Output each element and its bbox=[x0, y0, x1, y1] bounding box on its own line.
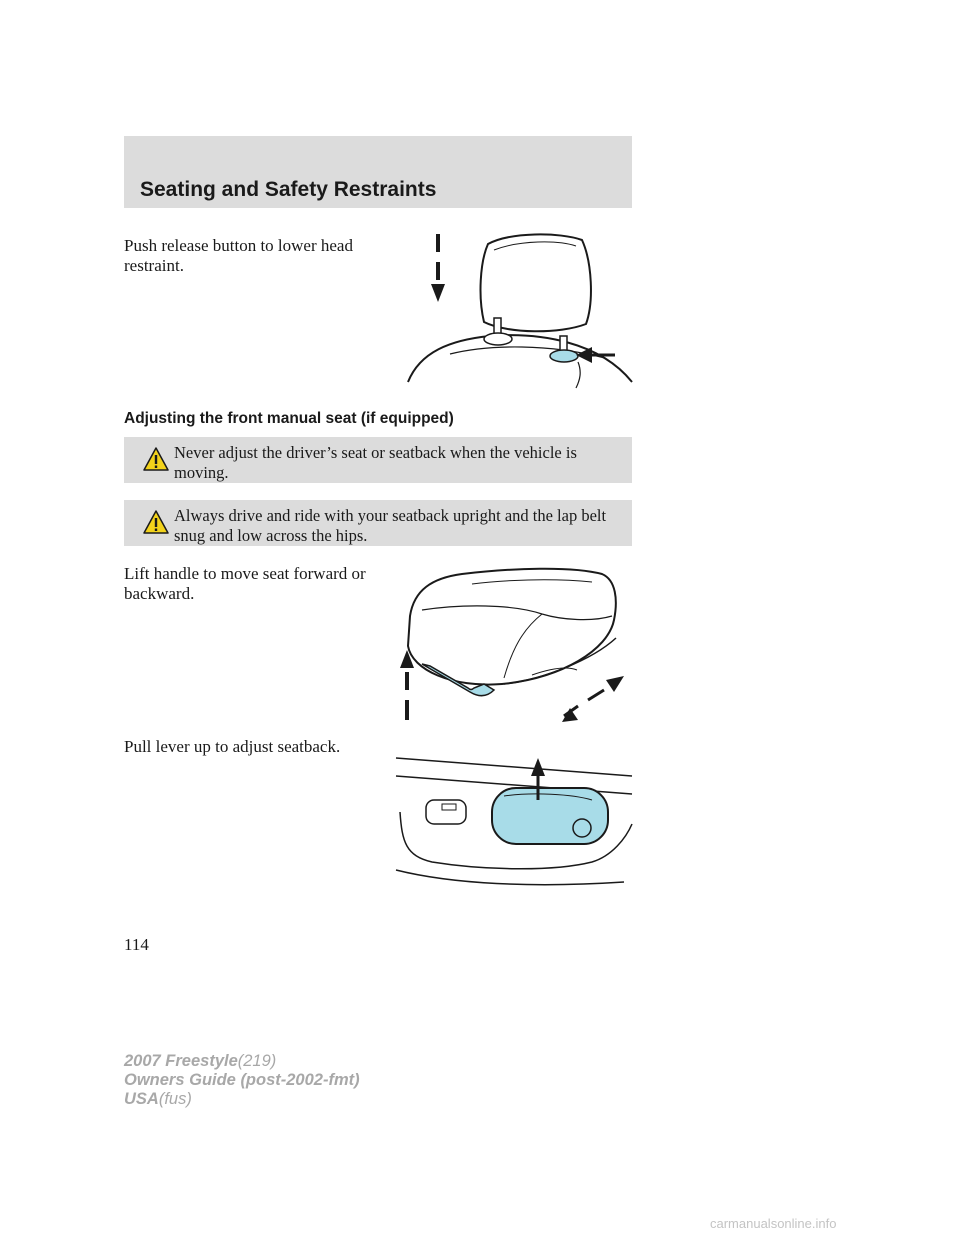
warning-box bbox=[124, 500, 632, 546]
seatback-lever-illustration bbox=[392, 752, 636, 902]
footer-model-code: (219) bbox=[237, 1052, 277, 1070]
section-title: Seating and Safety Restraints bbox=[140, 178, 437, 201]
footer-market: USA bbox=[124, 1090, 159, 1108]
warning-triangle-icon bbox=[143, 447, 169, 471]
seatback-lever-instruction: Pull lever up to adjust seatback. bbox=[124, 737, 341, 756]
warning-text: Never adjust the driver’s seat or seatback when the vehicle is moving. bbox=[174, 443, 577, 482]
watermark: carmanualsonline.info bbox=[710, 1216, 837, 1231]
head-restraint-instruction: Push release button to lower head restraint. bbox=[124, 236, 353, 275]
manual-seat-heading: Adjusting the front manual seat (if equipped) bbox=[124, 410, 454, 427]
warning-text: Always drive and ride with your seatback upright and the lap belt snug and low across the hips. bbox=[174, 506, 607, 545]
footer-market-code: (fus) bbox=[158, 1090, 192, 1108]
footer-model: 2007 Freestyle bbox=[124, 1052, 238, 1070]
warning-triangle-icon bbox=[143, 510, 169, 534]
document-footer bbox=[124, 1052, 360, 1109]
footer-guide: Owners Guide (post-2002-fmt) bbox=[124, 1071, 360, 1089]
warning-box bbox=[124, 437, 632, 483]
head-restraint-illustration bbox=[400, 222, 640, 392]
page-number: 114 bbox=[124, 935, 149, 954]
seat-cushion-illustration bbox=[392, 560, 632, 730]
seat-handle-instruction: Lift handle to move seat forward or backward. bbox=[124, 564, 366, 603]
